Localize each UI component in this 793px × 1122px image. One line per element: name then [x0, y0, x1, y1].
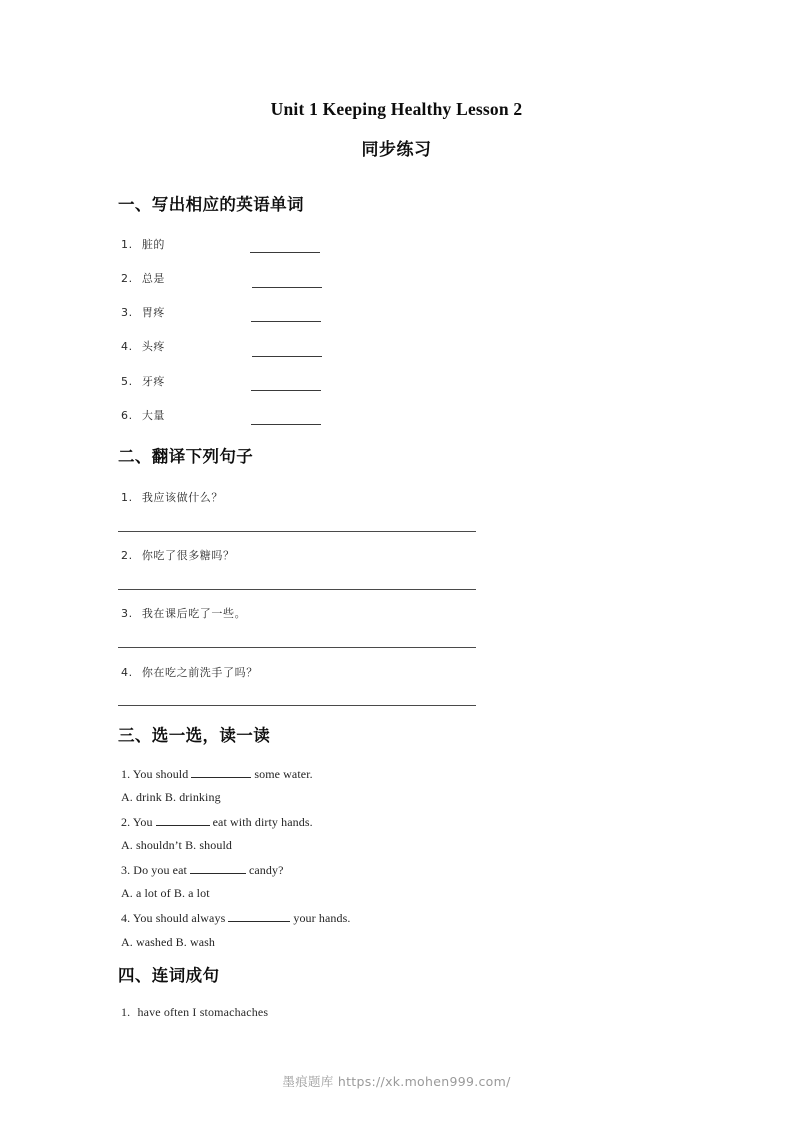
translate-item-2: [121, 547, 235, 563]
translate-item-3-number: 3.: [121, 607, 133, 620]
mc-question-2-options[interactable]: A. shouldn’t B. should: [121, 838, 232, 852]
translate-item-4: [121, 664, 258, 680]
vocab-blank-3[interactable]: [251, 321, 321, 322]
translate-item-1: [121, 489, 223, 505]
vocab-item-3-text: 胃疼: [141, 306, 166, 319]
section-heading-3: 三、选一选，读一读: [118, 726, 271, 745]
reorder-item-1: [121, 1005, 268, 1020]
vocab-item-1-text: 脏的: [141, 238, 166, 251]
reorder-item-1-text: have often I stomachaches: [137, 1005, 269, 1019]
vocab-blank-4[interactable]: [252, 356, 322, 357]
section-heading-1: 一、写出相应的英语单词: [118, 195, 304, 214]
vocab-item-4: [121, 338, 165, 354]
translate-item-1-text: 我应该做什么？: [141, 491, 224, 504]
vocab-item-5: [121, 373, 165, 389]
translate-item-4-text: 你在吃之前洗手了吗？: [141, 666, 258, 679]
mc-question-3-stem: [121, 862, 284, 878]
translate-item-2-text: 你吃了很多糖吗？: [141, 549, 235, 562]
vocab-item-4-number: 4.: [121, 340, 133, 353]
mc-question-1-stem-after: some water.: [254, 767, 313, 781]
mc-question-4-stem: [121, 910, 350, 926]
translate-item-2-number: 2.: [121, 549, 133, 562]
mc-question-4-options[interactable]: A. washed B. wash: [121, 935, 216, 949]
mc-question-3-blank[interactable]: [190, 862, 246, 874]
vocab-item-2-text: 总是: [141, 272, 166, 285]
translate-answer-line-1[interactable]: [118, 531, 476, 532]
mc-question-2-stem-after: eat with dirty hands.: [212, 815, 313, 829]
translate-answer-line-4[interactable]: [118, 705, 476, 706]
translate-item-4-number: 4.: [121, 666, 133, 679]
translate-answer-line-3[interactable]: [118, 647, 476, 648]
vocab-item-3-number: 3.: [121, 306, 133, 319]
mc-question-4-stem-before: 4. You should always: [121, 911, 226, 925]
mc-question-3-stem-after: candy?: [248, 863, 284, 877]
mc-question-2-stem: [121, 814, 313, 830]
mc-question-1-blank[interactable]: [191, 766, 251, 778]
translate-item-3-text: 我在课后吃了一些。: [141, 607, 247, 620]
vocab-blank-6[interactable]: [251, 424, 321, 425]
mc-question-1-options[interactable]: A. drink B. drinking: [121, 790, 221, 804]
vocab-item-6-number: 6.: [121, 409, 133, 422]
vocab-item-2: [121, 270, 165, 286]
section-heading-4: 四、连词成句: [118, 966, 220, 985]
vocab-item-4-text: 头疼: [141, 340, 166, 353]
vocab-blank-5[interactable]: [251, 390, 321, 391]
mc-question-4-blank[interactable]: [228, 910, 290, 922]
vocab-blank-1[interactable]: [250, 252, 320, 253]
vocab-item-2-number: 2.: [121, 272, 133, 285]
vocab-item-1: [121, 236, 165, 252]
vocab-blank-2[interactable]: [252, 287, 322, 288]
mc-question-1-stem: [121, 766, 313, 782]
vocab-item-5-text: 牙疼: [141, 375, 166, 388]
mc-question-1-stem-before: 1. You should: [121, 767, 189, 781]
mc-question-4-stem-after: your hands.: [293, 911, 351, 925]
reorder-item-1-number: 1.: [121, 1005, 131, 1019]
section-heading-2: 二、翻译下列句子: [118, 447, 254, 466]
page-subtitle: 同步练习: [361, 140, 432, 160]
mc-question-2-blank[interactable]: [156, 814, 210, 826]
page-title: Unit 1 Keeping Healthy Lesson 2: [270, 99, 523, 119]
footer-watermark: 墨痕题库 https://xk.mohen999.com/: [282, 1074, 511, 1089]
mc-question-3-stem-before: 3. Do you eat: [121, 863, 187, 877]
vocab-item-3: [121, 304, 165, 320]
vocab-item-5-number: 5.: [121, 375, 133, 388]
mc-question-2-stem-before: 2. You: [121, 815, 153, 829]
vocab-item-1-number: 1.: [121, 238, 133, 251]
translate-item-1-number: 1.: [121, 491, 133, 504]
mc-question-3-options[interactable]: A. a lot of B. a lot: [121, 886, 210, 900]
translate-item-3: [121, 605, 246, 621]
translate-answer-line-2[interactable]: [118, 589, 476, 590]
vocab-item-6-text: 大量: [141, 409, 166, 422]
vocab-item-6: [121, 407, 165, 423]
